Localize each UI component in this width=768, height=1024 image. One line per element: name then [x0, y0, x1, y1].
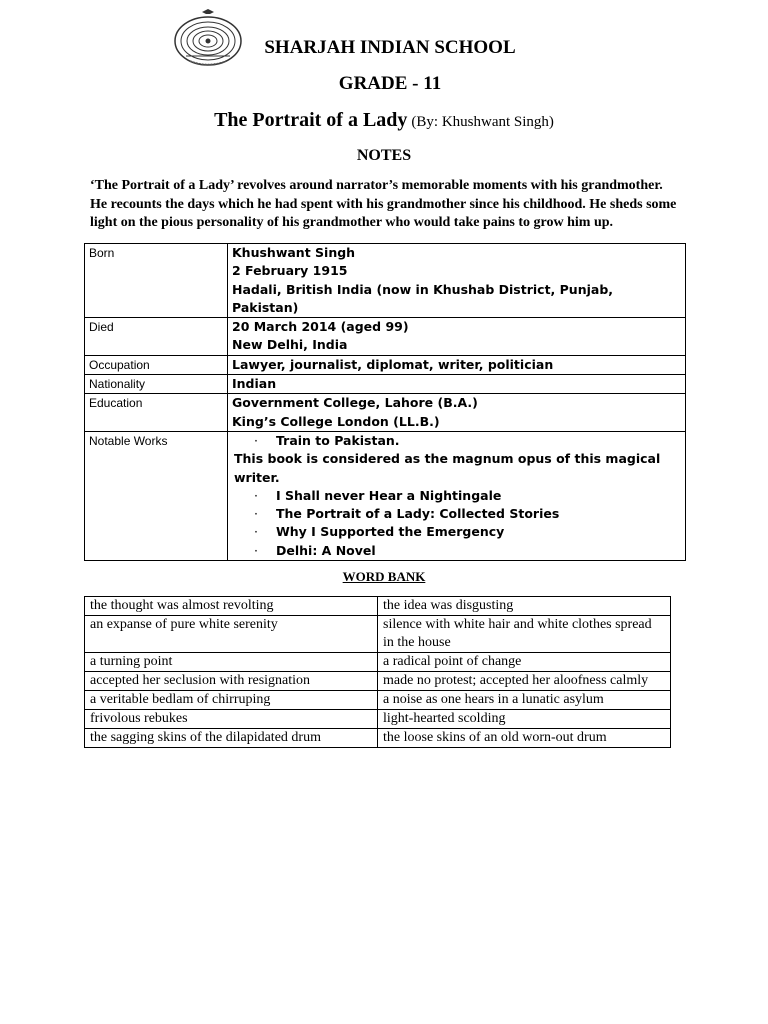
table-row: [85, 729, 671, 748]
word-bank-table: [84, 596, 671, 748]
page-title: [0, 109, 768, 132]
born-line: Hadali, British India (now in Khushab District, Punjab, Pakistan): [232, 281, 614, 315]
born-line: 2 February 1915: [232, 263, 348, 279]
phrase-cell: a veritable bedlam of chirruping: [85, 691, 378, 710]
bullet-icon: ·: [254, 542, 258, 558]
meaning-cell: made no protest; accepted her aloofness calmly: [378, 672, 671, 691]
bio-table: [84, 243, 686, 561]
nationality-label: Nationality: [85, 375, 228, 394]
education-label: Education: [85, 394, 228, 432]
work-title: The Portrait of a Lady: Collected Stories: [276, 506, 560, 522]
education-value: [228, 394, 686, 432]
works-list-item: [232, 432, 681, 450]
works-label: Notable Works: [85, 431, 228, 560]
grade-heading: GRADE - 11: [338, 73, 442, 94]
work-title: Train to Pakistan.: [276, 432, 400, 448]
table-row: [85, 244, 686, 318]
bullet-icon: ·: [254, 524, 258, 540]
table-row: [85, 597, 671, 616]
works-list-item: [232, 505, 681, 523]
works-list-item: [232, 542, 681, 560]
phrase-cell: the sagging skins of the dilapidated drum: [85, 729, 378, 748]
meaning-cell: a noise as one hears in a lunatic asylum: [378, 691, 671, 710]
notes-heading: NOTES: [356, 147, 412, 164]
occupation-label: Occupation: [85, 355, 228, 374]
table-row: [85, 394, 686, 432]
died-line: New Delhi, India: [232, 337, 348, 353]
work-title: I Shall never Hear a Nightingale: [276, 487, 502, 503]
table-row: [85, 691, 671, 710]
died-line: 20 March 2014 (aged 99): [232, 319, 409, 335]
phrase-cell: the thought was almost revolting: [85, 597, 378, 616]
byline: (By: Khushwant Singh): [411, 114, 554, 130]
meaning-cell: a radical point of change: [378, 653, 671, 672]
work-title: Why I Supported the Emergency: [276, 524, 505, 540]
works-value: [228, 431, 686, 560]
works-note: This book is considered as the magnum opus of this magical writer.: [234, 451, 661, 485]
born-label: Born: [85, 244, 228, 318]
intro-paragraph: ‘The Portrait of a Lady’ revolves around narrator’s memorable moments with his grandmother. He recounts the days which he had spent with his grandmother since his childhood. He sheds some light on the pious personality of his grandmother who would take pains to grow him up.: [90, 178, 677, 230]
born-value: [228, 244, 686, 318]
works-list-item: [232, 523, 681, 541]
works-list-item: [232, 487, 681, 505]
word-bank-heading: WORD BANK: [342, 569, 426, 584]
meaning-cell: the loose skins of an old worn-out drum: [378, 729, 671, 748]
table-row: [85, 431, 686, 560]
bullet-icon: ·: [254, 506, 258, 522]
school-name: SHARJAH INDIAN SCHOOL: [264, 37, 516, 58]
table-row: [85, 710, 671, 729]
occupation-value: Lawyer, journalist, diplomat, writer, politician: [228, 355, 686, 374]
phrase-cell: an expanse of pure white serenity: [85, 616, 378, 653]
meaning-cell: the idea was disgusting: [378, 597, 671, 616]
meaning-cell: light-hearted scolding: [378, 710, 671, 729]
died-label: Died: [85, 318, 228, 356]
work-title: Delhi: A Novel: [276, 542, 376, 558]
bullet-icon: ·: [254, 487, 258, 503]
phrase-cell: a turning point: [85, 653, 378, 672]
born-line: Khushwant Singh: [232, 245, 356, 260]
bullet-icon: ·: [254, 432, 258, 448]
died-value: [228, 318, 686, 356]
education-line: King’s College London (LL.B.): [232, 413, 440, 429]
phrase-cell: accepted her seclusion with resignation: [85, 672, 378, 691]
phrase-cell: frivolous rebukes: [85, 710, 378, 729]
table-row: [85, 375, 686, 394]
table-row: [85, 318, 686, 356]
education-line: Government College, Lahore (B.A.): [232, 395, 478, 411]
table-row: [85, 653, 671, 672]
table-row: [85, 355, 686, 374]
table-row: [85, 616, 671, 653]
table-row: [85, 672, 671, 691]
title-text: The Portrait of a Lady: [214, 109, 408, 131]
meaning-cell: silence with white hair and white clothes spread in the house: [378, 616, 671, 653]
nationality-value: Indian: [228, 375, 686, 394]
